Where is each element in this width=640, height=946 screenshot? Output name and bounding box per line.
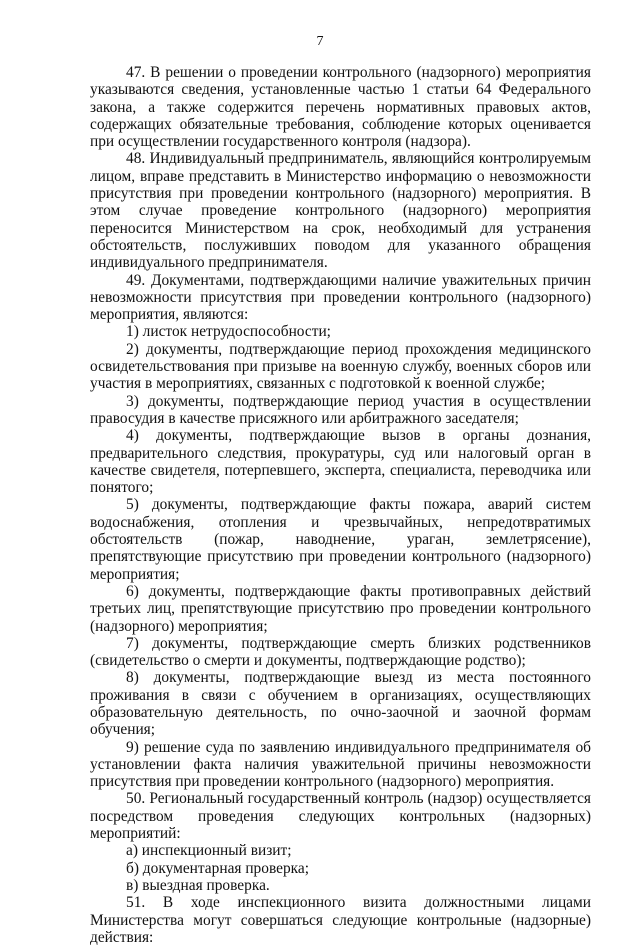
list-item-5: 5) документы, подтверждающие факты пожара, аварий систем водоснабжения, отопления и чрезвычайных, непредотвратимых обстоятельств (пожар, наводнение, ураган, землетрясение), препятствующие присутствию при проведении контрольного (надзорного) мероприятия; (90, 496, 591, 583)
list-item-1: 1) листок нетрудоспособности; (126, 323, 331, 341)
paragraph-51: 51. В ходе инспекционного визита должностными лицами Министерства могут совершаться следующие контрольные (надзорные) действия: (90, 894, 591, 946)
list-item-9: 9) решение суда по заявлению индивидуального предпринимателя об установлении факта наличия уважительной причины невозможности присутствия при проведении контрольного (надзорного) мероприятия. (90, 738, 591, 791)
page-number: 7 (316, 34, 324, 49)
list-item-6: 6) документы, подтверждающие факты противоправных действий третьих лиц, препятствующие присутствию про проведении контрольного (надзорного) мероприятия; (90, 582, 591, 635)
document-body (90, 64, 591, 946)
paragraph-47: 47. В решении о проведении контрольного (надзорного) мероприятия указываются сведения, установленные частью 1 статьи 64 Федерального закона, а также содержится перечень нормативных правовых актов, содержащих обязательные требования, соблюдение которых оценивается при осуществлении государственного контроля (надзора). (90, 64, 591, 151)
list-item-b: б) документарная проверка; (126, 859, 310, 877)
paragraph-50: 50. Региональный государственный контроль (надзор) осуществляется посредством проведения следующих контрольных (надзорных) мероприятий: (90, 790, 591, 843)
list-item-7: 7) документы, подтверждающие смерть близких родственников (свидетельство о смерти и документы, подтверждающие родство); (90, 634, 591, 670)
list-item-8: 8) документы, подтверждающие выезд из места постоянного проживания в связи с обучением в организациях, осуществляющих образовательную деятельность, по очно-заочной и заочной формам обучения; (90, 669, 591, 739)
list-item-v: в) выездная проверка. (126, 876, 270, 894)
list-item-a: а) инспекционный визит; (126, 842, 292, 860)
list-item-3: 3) документы, подтверждающие период участия в осуществлении правосудия в качестве присяжного или арбитражного заседателя; (90, 392, 591, 427)
paragraph-48: 48. Индивидуальный предприниматель, являющийся контролируемым лицом, вправе представить в Министерство информацию о невозможности присутствия при проведении контрольного (надзорного) мероприятия. В этом случае проведение контрольного (надзорного) мероприятия переносится Министерством на срок, необходимый для устранения обстоятельств, послуживших поводом для указанного обращения индивидуального предпринимателя. (90, 150, 591, 272)
paragraph-49: 49. Документами, подтверждающими наличие уважительных причин невозможности присутствия при проведении контрольного (надзорного) мероприятия, являются: (90, 271, 591, 324)
list-item-2: 2) документы, подтверждающие период прохождения медицинского освидетельствования при призыве на военную службу, военных сборов или участия в мероприятиях, связанных с подготовкой к военной службе; (90, 340, 591, 393)
list-item-4: 4) документы, подтверждающие вызов в органы дознания, предварительного следствия, прокуратуры, суд или налоговый орган в качестве свидетеля, потерпевшего, эксперта, специалиста, переводчика или понятого; (90, 427, 591, 497)
